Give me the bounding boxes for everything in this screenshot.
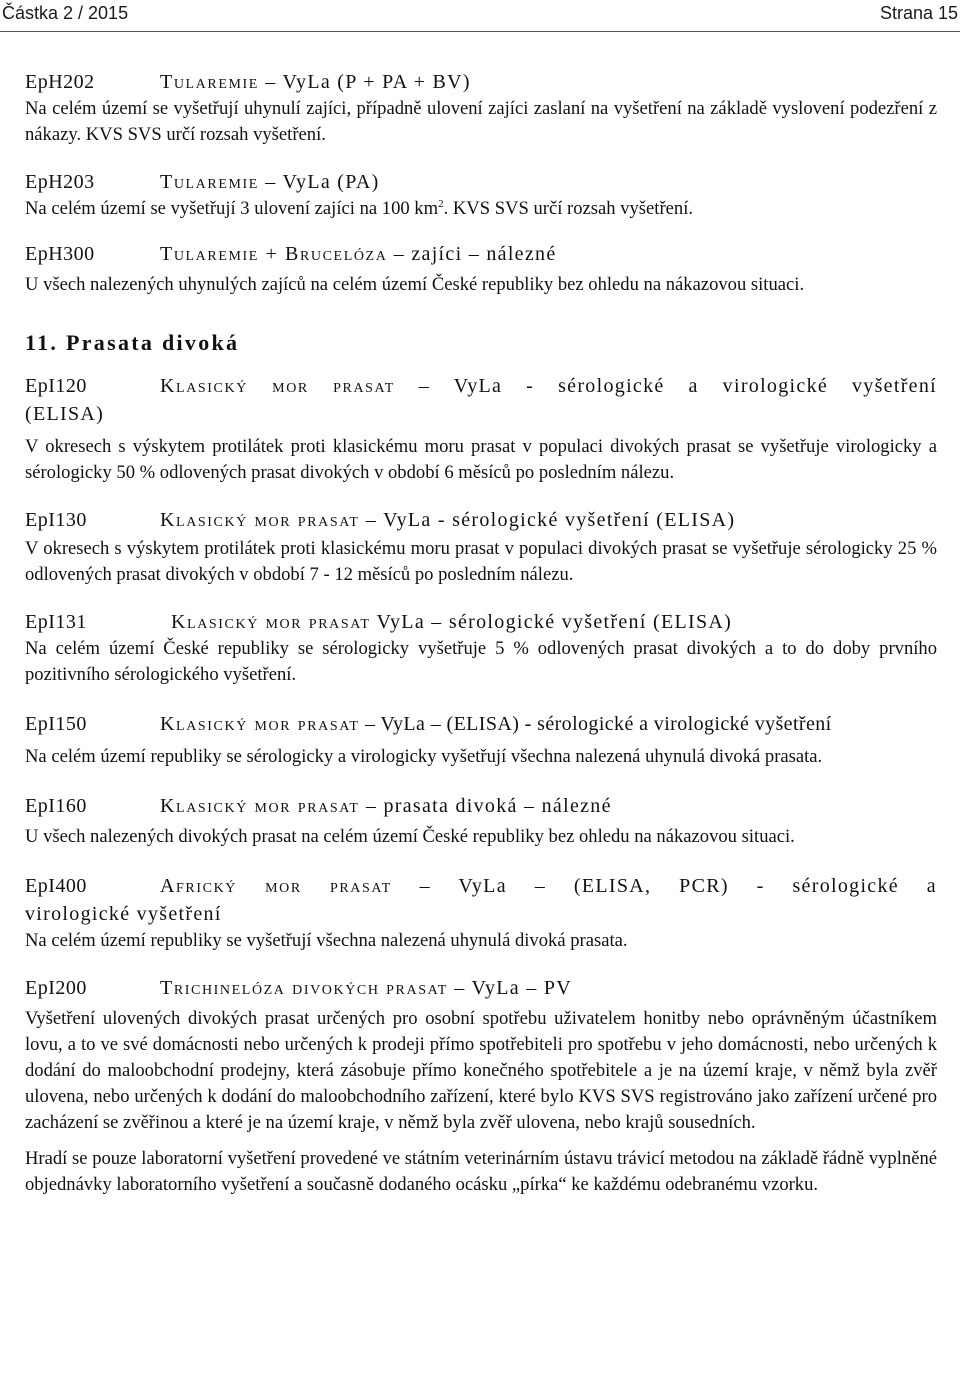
section-epi131 — [25, 608, 937, 688]
method-text: – VyLa – (ELISA) - sérologické a virologické vyšetření — [359, 713, 832, 735]
disease-name: Klasický mor prasat — [160, 795, 360, 817]
section-code: EpH300 — [25, 243, 95, 265]
section-heading — [25, 372, 937, 428]
method-text: – VyLa (P + PA + BV) — [258, 71, 471, 93]
disease-name: Trichinelóza divokých prasat — [160, 977, 448, 999]
section-heading — [25, 240, 937, 268]
section-heading — [25, 506, 937, 534]
issue-number: Částka 2 / 2015 — [2, 3, 129, 23]
method-text: – VyLa - sérologické a virologické vyšetření — [394, 375, 938, 397]
disease-name: Klasický mor prasat — [160, 375, 395, 397]
disease-name: Africký mor prasat — [160, 875, 392, 897]
section-text: V okresech s výskytem protilátek proti klasickému moru prasat v populaci divokých prasat se vyšetřuje sérologicky 25 % odlovených prasat divokých v období 7 - 12 měsíců po posledním nálezu. — [25, 538, 937, 585]
method-text: – VyLa – PV — [447, 977, 573, 999]
section-heading — [25, 608, 937, 636]
page-number: Strana 15 — [879, 3, 958, 23]
method-text: – VyLa - sérologické vyšetření (ELISA) — [359, 509, 736, 531]
superscript: 2 — [438, 198, 444, 210]
method-text: – zajíci – nálezné — [387, 243, 557, 265]
section-code: EpI130 — [25, 509, 87, 531]
disease-name: Klasický mor prasat — [160, 713, 360, 735]
section-text: Na celém území se vyšetřují uhynulí zajíci, případně ulovení zajíci zaslaní na vyšetření na základě vyslovení podezření z nákazy. KVS SVS určí rozsah vyšetření. — [25, 98, 937, 145]
method-text-continued: (ELISA) — [25, 403, 105, 425]
section-eph203 — [25, 168, 937, 222]
section-text: V okresech s výskytem protilátek proti klasickému moru prasat v populaci divokých prasat se vyšetřuje virologicky a sérologicky 50 % odlovených prasat divokých v období 6 měsíců po posledním nálezu. — [25, 436, 937, 483]
disease-name: Klasický mor prasat — [160, 509, 360, 531]
section-epi200 — [25, 974, 937, 1198]
section-text: Na celém území České republiky se sérologicky vyšetřuje 5 % odlovených prasat divokých a to do doby prvního pozitivního sérologického vyšetření. — [25, 638, 937, 685]
method-text: – VyLa – (ELISA, PCR) - sérologické a — [391, 875, 937, 897]
disease-name: Tularemie + Brucelóza — [160, 243, 388, 265]
section-code: EpI400 — [25, 875, 87, 897]
section-eph202 — [25, 68, 937, 148]
disease-name: Tularemie — [160, 171, 259, 193]
section-code: EpH202 — [25, 71, 95, 93]
disease-name: Klasický mor prasat — [171, 611, 371, 633]
section-heading — [25, 68, 937, 96]
section-heading — [25, 168, 937, 196]
section-code: EpI150 — [25, 713, 87, 735]
section-heading — [25, 792, 937, 820]
section-epi160 — [25, 792, 937, 850]
section-epi130 — [25, 506, 937, 588]
section-text: U všech nalezených divokých prasat na celém území České republiky bez ohledu na nákazovou situaci. — [25, 826, 795, 847]
section-heading — [25, 872, 937, 928]
section-heading — [25, 974, 937, 1002]
section-epi150 — [25, 710, 937, 770]
section-text — [25, 196, 937, 222]
section-code: EpI200 — [25, 977, 87, 999]
chapter-title: 11. Prasata divoká — [25, 330, 240, 355]
section-text: Na celém území republiky se sérologicky a virologicky vyšetřují všechna nalezená uhynulá divoká prasata. — [25, 746, 823, 767]
method-text: VyLa – sérologické vyšetření (ELISA) — [370, 611, 733, 633]
section-text: Na celém území republiky se vyšetřují všechna nalezená uhynulá divoká prasata. — [25, 930, 628, 951]
header-divider — [0, 31, 960, 32]
section-code: EpI120 — [25, 375, 87, 397]
disease-name: Tularemie — [160, 71, 259, 93]
section-text: U všech nalezených uhynulých zajíců na celém území České republiky bez ohledu na nákazovou situaci. — [25, 274, 805, 295]
method-text: – VyLa (PA) — [258, 171, 380, 193]
document-body — [25, 68, 937, 1198]
page-header — [0, 0, 960, 32]
text-part: Na celém území se vyšetřují 3 ulovení zajíci na 100 km — [25, 198, 439, 219]
text-part: . KVS SVS určí rozsah vyšetření. — [443, 198, 694, 219]
method-text-continued: virologické vyšetření — [25, 903, 222, 925]
section-eph300 — [25, 240, 937, 298]
section-text: Hradí se pouze laboratorní vyšetření provedené ve státním veterinárním ústavu trávicí metodou na základě řádně vyplněné objednávky laboratorního vyšetření a současně dodaného ocásku „pírka“ ke každému odebranému vzorku. — [25, 1148, 937, 1195]
section-heading — [25, 710, 937, 738]
section-code: EpI131 — [25, 611, 87, 633]
method-text: – prasata divoká – nálezné — [359, 795, 612, 817]
section-code: EpH203 — [25, 171, 95, 193]
section-epi400 — [25, 872, 937, 954]
section-epi120 — [25, 372, 937, 486]
section-text: Vyšetření ulovených divokých prasat určených pro osobní spotřebu uživatelem honitby nebo oprávněným účastníkem lovu, a to ve své domácnosti nebo určených k prodeji přímo spotřebiteli pro spotřebu v jeho domácnosti, nebo určených k dodání do maloobchodní prodejny, která zásobuje přímo konečného spotřebitele a je na území kraje, v němž byla zvěř ulovena, nebo určených k dodání do maloobchodního zařízení, které bylo KVS SVS registrováno jako zařízení určené pro zacházení se zvěřinou a které je na území kraje, v němž byla zvěř ulovena, nebo krajů sousedních. — [25, 1008, 937, 1133]
section-code: EpI160 — [25, 795, 87, 817]
